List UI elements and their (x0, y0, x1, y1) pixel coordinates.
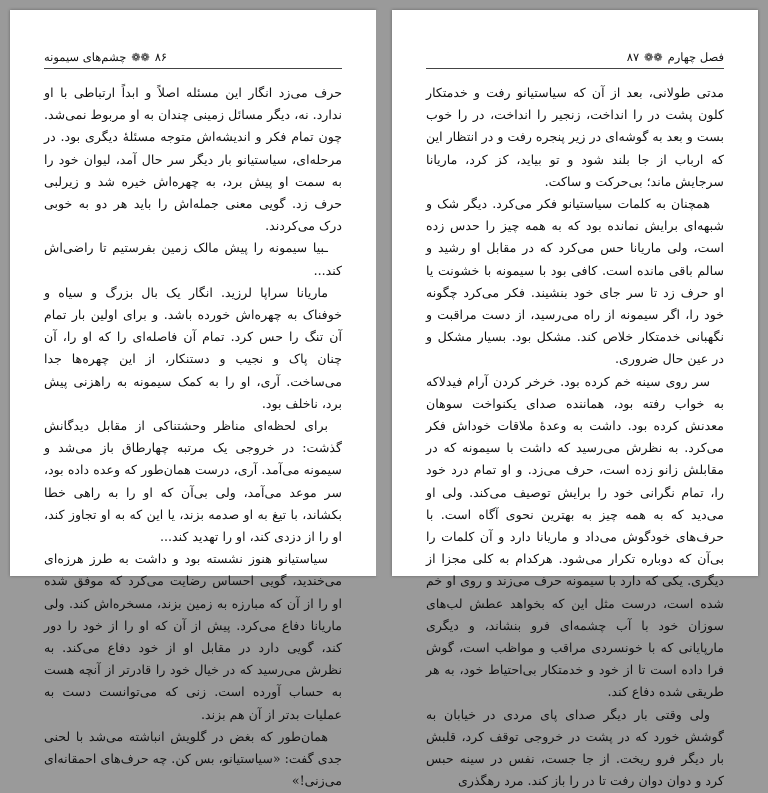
left-header-group (44, 50, 167, 64)
left-page-body (44, 82, 342, 789)
left-running-title: چشم‌های سیمونه (44, 50, 127, 64)
left-page (10, 10, 376, 789)
right-page-body (426, 82, 724, 789)
right-page (392, 10, 758, 789)
paragraph: همان‌طور که بغض در گلویش انباشته می‌شد با لحنی جدی گفت: «سیاستیانو، بس کن. چه حرف‌های احمقانه‌ای می‌زنی!» (44, 728, 342, 789)
right-header-group (627, 50, 724, 64)
right-page-number: ۸۷ (626, 50, 640, 64)
paragraph: برای لحظه‌ای مناظر وحشتناکی از مقابل دیدگانش گذشت: در خروجی یک مرتبه چهارطاق باز می‌شد و سیمونه می‌آمد. آری، درست همان‌طور که وعده داده بود، سر موعد می‌آمد، ولی بی‌آن که او را به راهی خطا بکشاند، با تیغ به او صدمه بزند، یا این که به او تجاوز کند، او را از دزدی کند، او را تهدید کند... (44, 418, 342, 545)
paragraph: سر روی سینه خم کرده بود. خرخر کردن آرام فیدلاکه به خواب رفته بود، هماننده صدای یکنواخت سوهان معدنش کرده بود. داشت به وعدهٔ ملاقات خوداش فکر می‌کرد. به نظرش می‌رسید که داشت با سیمونه که در مقابلش زانو زده است، حرف می‌زد. و او تمام درد خود را، تمام نگرانی خود را برایش توصیف می‌کند. ولی او می‌دید که به همه چیز به بهترین نحوی آگاه است. با حرف‌های خودگوش می‌داد و ماریانا دارد و آن کلمات را بی‌آن که دوباره تکرار می‌شود. هرکدام به کلی مجزا از دیگری. یکی که دارد با سیمونه حرف می‌زند و روی او خم شده است، درست مثل این که بخواهد عطش لب‌های سوزان خود با آب چشمه‌ای فرو بنشاند، و دیگری مارپایانی که با خونسردی مراقب و مواظب است، گوش فرا داده است تا از خود و خدمتکار بی‌احتیاط خود، به هر طریقی شده دفاع کند. (426, 373, 724, 700)
header-ornament-icon: ❁❁ (131, 50, 150, 64)
right-page-header (426, 46, 724, 69)
left-page-header (44, 46, 342, 69)
header-ornament-icon: ❁❁ (644, 50, 663, 64)
paragraph: همچنان به کلمات سیاستیانو فکر می‌کرد. دیگر شک و شبهه‌ای برایش نمانده بود که به همه چیز را حدس زده است، ولی ماریانا حس می‌کرد که در مقابل او رشید و سالم باقی مانده است. کافی بود با سیمونه با خشونت یا او حرف زد تا سر جای خود بنشیند. فکر می‌کرد چگونه خود را، اگر سیمونه از راه می‌رسید، از دست مراقبت و نگهبانی خدمتکار خلاص کند. مشکل بود. بسیار مشکل و در عین حال ضروری. (426, 196, 724, 367)
book-gutter (376, 10, 392, 576)
paragraph: مدتی طولانی، بعد از آن که سیاستیانو رفت و خدمتکار کلون پشت در را انداخت، زنجیر را انداخت، در را خوب بست و بعد به گوشه‌ای در زیر پنجره رفت و در انتظار این که ارباب از جا بلند شود و تو بیاید، کز کرد، ماریانا سرجایش ماند؛ بی‌حرکت و ساکت. (426, 85, 724, 189)
right-running-title: فصل چهارم (667, 50, 724, 64)
paragraph: سیاستیانو هنوز نشسته بود و داشت به طرز هرزه‌ای می‌خندید، گویی احساس رضایت می‌کرد که موفق شده او را از آن که مبارزه به زمین بزند، مسخره‌اش کند. ولی ماریانا دفاع می‌کرد. پیش از آن که او را از خود را دور کند، گویی دارد در مقابل او از خود دفاع می‌کند. به نظرش می‌رسید که در خیال خود را قادرتر از آنچه هست به حساب آورده است. زنی که می‌توانست دست به عملیات بدتر از آن هم بزند. (44, 551, 342, 722)
paragraph: ماریانا سراپا لرزید. انگار یک بال بزرگ و سیاه و خوفناک به چهره‌اش خورده باشد. و برای اولین بار تمام آن تنگ را حس کرد. تمام آن فاصله‌ای را که او را، آن چنان پاک و نجیب و دستنکار، از این چهره‌ها جدا می‌ساخت. آری، او را به کمک سیمونه به راهزنی پیش برد، ناخلف بود. (44, 284, 342, 411)
paragraph: ـبیا سیمونه را پیش مالک زمین بفرستیم تا راضی‌اش کند... (44, 240, 342, 278)
paragraph: حرف می‌زد انگار این مسئله اصلاً و ابداً ارتباطی با او ندارد. نه، دیگر مسائل زمینی چندان به او مربوط نمی‌شد. چون تمام فکر و اندیشه‌اش متوجه مسئلهٔ دیگری بود. در مرحله‌ای، سیاستیانو بار دیگر سر حال آمد، لیوان خود را به سمت او پیش برد، به چهره‌اش خیره شد و زیرلبی حرف زد. گویی معنی جمله‌اش را باید هر دو به خوبی درک می‌کردند. (44, 85, 342, 234)
paragraph: ولی وقتی بار دیگر صدای پای مردی در خیابان به گوشش خورد که در پشت در خروجی توقف کرد، قلبش بار دیگر فرو ریخت. از جا جست، نفس در سینه حبس کرد و دوان دوان رفت تا در را باز کند. مرد رهگذری (426, 706, 724, 789)
left-page-number: ۸۶ (154, 50, 168, 64)
